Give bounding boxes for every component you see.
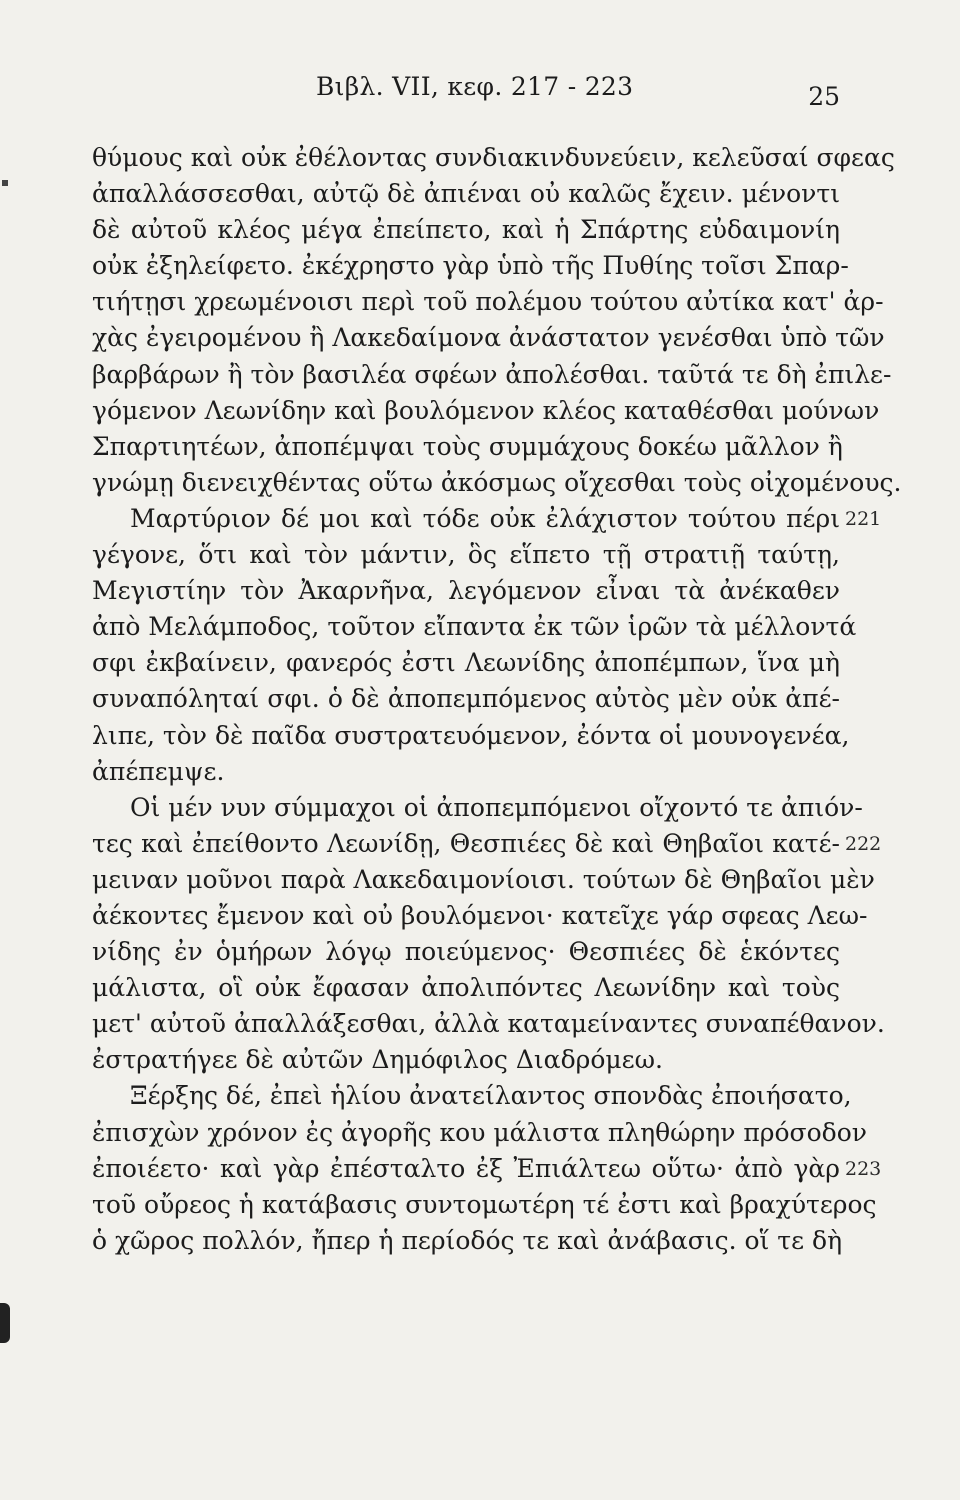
text-line: γνώμῃ διενειχθέντας οὕτω ἀκόσμως οἴχεσθαι τοὺς οἰχομένους. [92, 467, 902, 497]
text-line: Σπαρτιητέων, ἀποπέμψαι τοὺς συμμάχους δοκέω μᾶλλον ἢ [92, 431, 843, 461]
text-line: γόμενον Λεωνίδην καὶ βουλόμενον κλέος καταθέσθαι μούνων [92, 395, 880, 425]
text-line: χὰς ἐγειρομένου ἢ Λακεδαίμονα ἀνάστατον γενέσθαι ὑπὸ τῶν [92, 323, 885, 353]
text-line: ἀπὸ Μελάμποδος, τοῦτον εἴπαντα ἐκ τῶν ἱρῶν τὰ μέλλοντά [92, 612, 857, 642]
text-line: ἀπέπεμψε. [92, 756, 225, 786]
text-line: τοῦ οὔρεος ἡ κατάβασις συντομωτέρη τέ ἐστι καὶ βραχύτερος [92, 1189, 877, 1219]
text-line: γέγονε, ὅτι καὶ τὸν μάντιν, ὃς εἵπετο τῇ στρατιῇ ταύτῃ, [92, 540, 840, 570]
text-line: ἐστρατήγεε δὲ αὐτῶν Δημόφιλος Διαδρόμεω. [92, 1045, 663, 1075]
text-line: οὐκ ἐξηλείφετο. ἐκέχρηστο γὰρ ὑπὸ τῆς Πυθίης τοῖσι Σπαρ- [92, 251, 849, 281]
text-line: μειναν μοῦνοι παρὰ Λακεδαιμονίοισι. τούτων δὲ Θηβαῖοι μὲν [92, 864, 875, 894]
text-line: μετ' αὐτοῦ ἀπαλλάξεσθαι, ἀλλὰ καταμείναντες συναπέθανον. [92, 1009, 885, 1039]
text-line: Ξέρξης δέ, ἐπεὶ ἡλίου ἀνατείλαντος σπονδὰς ἐποιήσατο, [130, 1081, 852, 1111]
text-line: ἀπαλλάσσεσθαι, αὐτῷ δὲ ἀπιέναι οὐ καλῶς ἔχειν. μένοντι [92, 179, 840, 209]
text-line: Μαρτύριον δέ μοι καὶ τόδε οὐκ ἐλάχιστον τούτου πέρι [130, 503, 840, 533]
page-edge-mark [0, 1303, 10, 1343]
text-line: ὁ χῶρος πολλόν, ἤπερ ἡ περίοδός τε καὶ ἀνάβασις. οἵ τε δὴ [92, 1225, 843, 1255]
text-line: Οἱ μέν νυν σύμμαχοι οἱ ἀποπεμπόμενοι οἴχοντό τε ἀπιόν- [130, 792, 863, 822]
text-line: ἀέκοντες ἔμενον καὶ οὐ βουλόμενοι· κατεῖχε γάρ σφεας Λεω- [92, 900, 868, 930]
page-number: 25 [808, 82, 840, 111]
text-line: τιήτῃσι χρεωμένοισι περὶ τοῦ πολέμου τούτου αὐτίκα κατ' ἀρ- [92, 287, 884, 317]
text-line: θύμους καὶ οὐκ ἐθέλοντας συνδιακινδυνεύειν, κελεῦσαί σφεας [92, 143, 895, 172]
text-line: λιπε, τὸν δὲ παῖδα συστρατευόμενον, ἐόντα οἱ μουνογενέα, [92, 720, 850, 750]
text-line: Μεγιστίην τὸν Ἀκαρνῆνα, λεγόμενον εἶναι τὰ ἀνέκαθεν [92, 576, 840, 606]
page-edge-mark [2, 180, 8, 186]
text-line: μάλιστα, οἳ οὐκ ἔφασαν ἀπολιπόντες Λεωνίδην καὶ τοὺς [92, 973, 840, 1003]
text-line: ἐπισχὼν χρόνον ἐς ἀγορῆς κου μάλιστα πληθώρην πρόσοδον [92, 1117, 867, 1147]
running-head: Βιβλ. VII, κεφ. 217 - 223 [316, 72, 634, 101]
text-line: σφι ἐκβαίνειν, φανερός ἐστι Λεωνίδης ἀποπέμπων, ἵνα μὴ [92, 648, 840, 678]
text-line: ἐποιέετο· καὶ γὰρ ἐπέσταλτο ἐξ Ἐπιάλτεω οὕτω· ἀπὸ γὰρ [92, 1153, 840, 1183]
text-line: νίδης ἐν ὁμήρων λόγῳ ποιεύμενος· Θεσπιέες δὲ ἑκόντες [92, 937, 840, 967]
text-line: βαρβάρων ἢ τὸν βασιλέα σφέων ἀπολέσθαι. ταῦτά τε δὴ ἐπιλε- [92, 359, 892, 389]
margin-chapter-number: 221 [845, 508, 882, 530]
margin-chapter-number: 222 [845, 833, 882, 855]
text-line: τες καὶ ἐπείθοντο Λεωνίδῃ, Θεσπιέες δὲ καὶ Θηβαῖοι κατέ- [92, 828, 840, 858]
text-line: δὲ αὐτοῦ κλέος μέγα ἐπείπετο, καὶ ἡ Σπάρτης εὐδαιμονίη [92, 215, 840, 245]
page-header [300, 72, 850, 112]
margin-chapter-number: 223 [845, 1158, 882, 1180]
text-line: συναπόληταί σφι. ὁ δὲ ἀποπεμπόμενος αὐτὸς μὲν οὐκ ἀπέ- [92, 684, 840, 714]
